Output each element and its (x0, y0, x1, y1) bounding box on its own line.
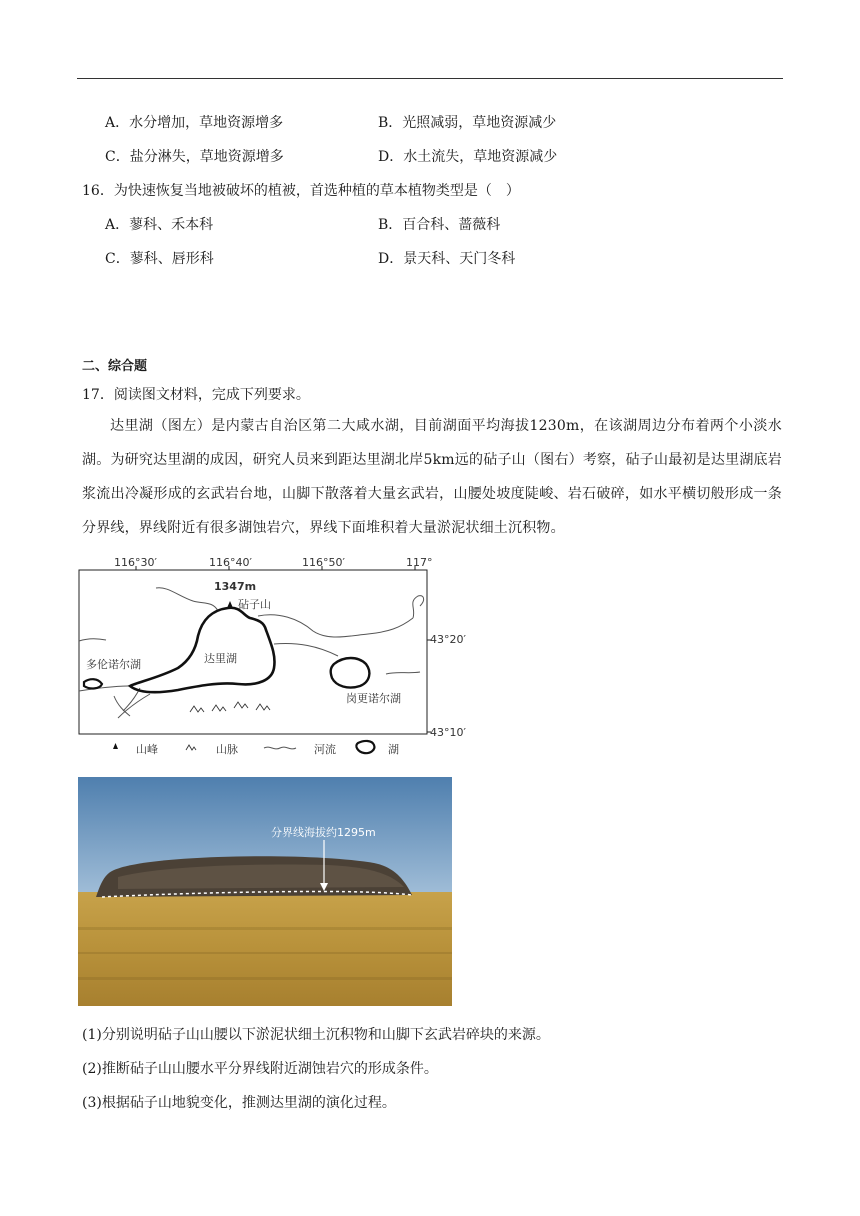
q15-option-a[interactable]: A．水分增加，草地资源增多 (105, 115, 284, 131)
lake-east-label: 岗更诺尔湖 (346, 692, 401, 705)
q17-sub3: (3)根据砧子山地貌变化，推测达里湖的演化过程。 (82, 1095, 396, 1111)
q15-option-b[interactable]: B．光照减弱，草地资源减少 (378, 115, 557, 131)
q16-option-a[interactable]: A．蓼科、禾本科 (105, 217, 214, 233)
photo-drawing (78, 777, 452, 1006)
legend-river: 河流 (314, 743, 336, 756)
lat-label-1: 43°20′ (430, 633, 466, 646)
q17-stem: 17．阅读图文材料，完成下列要求。 (82, 387, 310, 403)
lon-label-1: 116°30′ (114, 556, 157, 569)
q15-option-c[interactable]: C．盐分淋失，草地资源增多 (105, 149, 284, 165)
header-rule (77, 78, 783, 79)
q16-stem: 16．为快速恢复当地被破坏的植被，首选种植的草本植物类型是（ ） (82, 183, 520, 199)
q16-option-d[interactable]: D．景天科、天门冬科 (378, 251, 516, 267)
q17-sub2: (2)推断砧子山山腰水平分界线附近湖蚀岩穴的形成条件。 (82, 1061, 438, 1077)
lat-label-2: 43°10′ (430, 726, 466, 739)
photo-annotation: 分界线海拔约1295m (271, 826, 376, 839)
peak-elevation: 1347m (214, 580, 257, 593)
legend-lake: 湖 (388, 743, 399, 756)
lake-west-label: 多伦诺尔湖 (86, 658, 141, 671)
q15-option-d[interactable]: D．水土流失，草地资源减少 (378, 149, 558, 165)
legend-peak: 山峰 (136, 743, 158, 756)
legend-range: 山脉 (216, 743, 238, 756)
section-title: 二、综合题 (82, 359, 148, 374)
q17-sub1: (1)分别说明砧子山山腰以下淤泥状细土沉积物和山脚下玄武岩碎块的来源。 (82, 1027, 550, 1043)
lon-label-3: 116°50′ (302, 556, 345, 569)
lon-label-4: 117° (406, 556, 433, 569)
lon-label-2: 116°40′ (209, 556, 252, 569)
photo-figure (78, 777, 452, 1006)
map-figure (78, 556, 478, 761)
q17-material: 达里湖（图左）是内蒙古自治区第二大咸水湖，目前湖面平均海拔1230m，在该湖周边分布着两个小淡水湖。为研究达里湖的成因，研究人员来到距达里湖北岸5km远的砧子山（图右）考察，砧子山最初是达里湖底岩浆流出冷凝形成的玄武岩台地，山脚下散落着大量玄武岩，山腰处坡度陡峻、岩石破碎，如水平横切般形成一条分界线，界线附近有很多湖蚀岩穴，界线下面堆积着大量淤泥状细土沉积物。 (82, 418, 782, 536)
q16-option-c[interactable]: C．蓼科、唇形科 (105, 251, 214, 267)
q16-option-b[interactable]: B．百合科、蔷薇科 (378, 217, 501, 233)
lake-main-label: 达里湖 (204, 652, 237, 665)
peak-name: 砧子山 (238, 598, 271, 611)
